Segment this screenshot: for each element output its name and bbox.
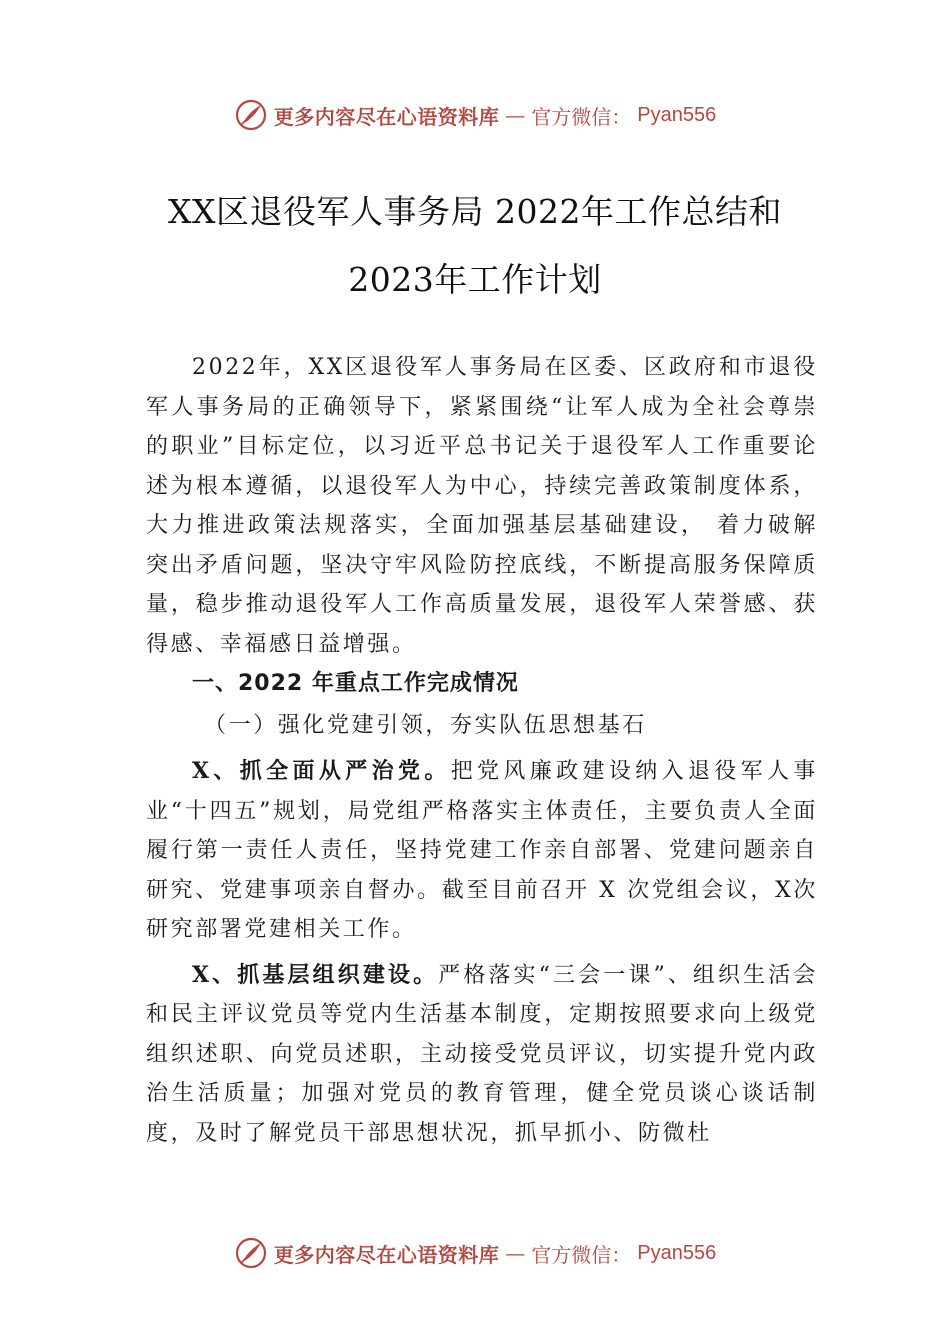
watermark-wechat-id: Pyan556 xyxy=(637,1241,717,1264)
watermark-separator: — xyxy=(505,1241,526,1265)
section-heading: 一、2022 年重点工作完成情况 xyxy=(192,671,519,696)
quill-seal-icon xyxy=(234,98,268,132)
item-2-body: 严格落实“三会一课”、组织生活会和民主评议党员等党内生活基本制度，定期按照要求向上级党组织述职、向党员述职，主动接受党员评议，切实提升党内政治生活质量；加强对党员的教育管理，健全党员谈心谈话制度，及时了解党员干部思想状况，抓早抓小、防微杜 xyxy=(146,962,818,1146)
document-title-line1: XX区退役军人事务局 2022年工作总结和 xyxy=(168,192,782,231)
item-paragraph-1 xyxy=(146,752,818,950)
watermark-separator: — xyxy=(505,103,526,127)
document-body xyxy=(146,348,818,1153)
watermark-brand: 更多内容尽在心语资料库 xyxy=(273,1242,500,1267)
item-1-body: 把党风廉政建设纳入退役军人事业“十四五”规划，局党组严格落实主体责任，主要负责人全面履行第一责任人责任，坚持党建工作亲自部署、党建问题亲自研究、党建事项亲自督办。截至目前召开 X 次党组会议，X次研究部署党建相关工作。 xyxy=(146,759,818,942)
watermark-label: 官方微信： xyxy=(531,104,632,129)
document-title-line2: 2023年工作计划 xyxy=(348,260,602,299)
watermark-banner-bottom xyxy=(0,1233,950,1273)
intro-paragraph: 2022年，XX区退役军人事务局在区委、区政府和市退役军人事务局的正确领导下，紧紧围绕“让军人成为全社会尊崇的职业”目标定位，以习近平总书记关于退役军人工作重要论述为根本遵循，以退役军人为中心，持续完善政策制度体系，大力推进政策法规落实，全面加强基层基础建设， 着力破解突出矛盾问题，坚决守牢风险防控底线，不断提高服务保障质量，稳步推动退役军人工作高质量发展，退役军人荣誉感、获得感、幸福感日益增强。 xyxy=(146,355,818,657)
watermark-banner-top xyxy=(0,95,950,135)
item-1-lead: X、抓全面从严治党。 xyxy=(192,758,451,784)
subsection-heading: （一）强化党建引领，夯实队伍思想基石 xyxy=(204,713,647,738)
quill-seal-icon xyxy=(234,1236,268,1270)
item-paragraph-2 xyxy=(146,956,818,1154)
watermark-brand: 更多内容尽在心语资料库 xyxy=(273,104,500,129)
watermark-label: 官方微信： xyxy=(531,1242,632,1267)
item-2-lead: X、抓基层组织建设。 xyxy=(192,961,439,988)
watermark-wechat-id: Pyan556 xyxy=(637,103,717,126)
